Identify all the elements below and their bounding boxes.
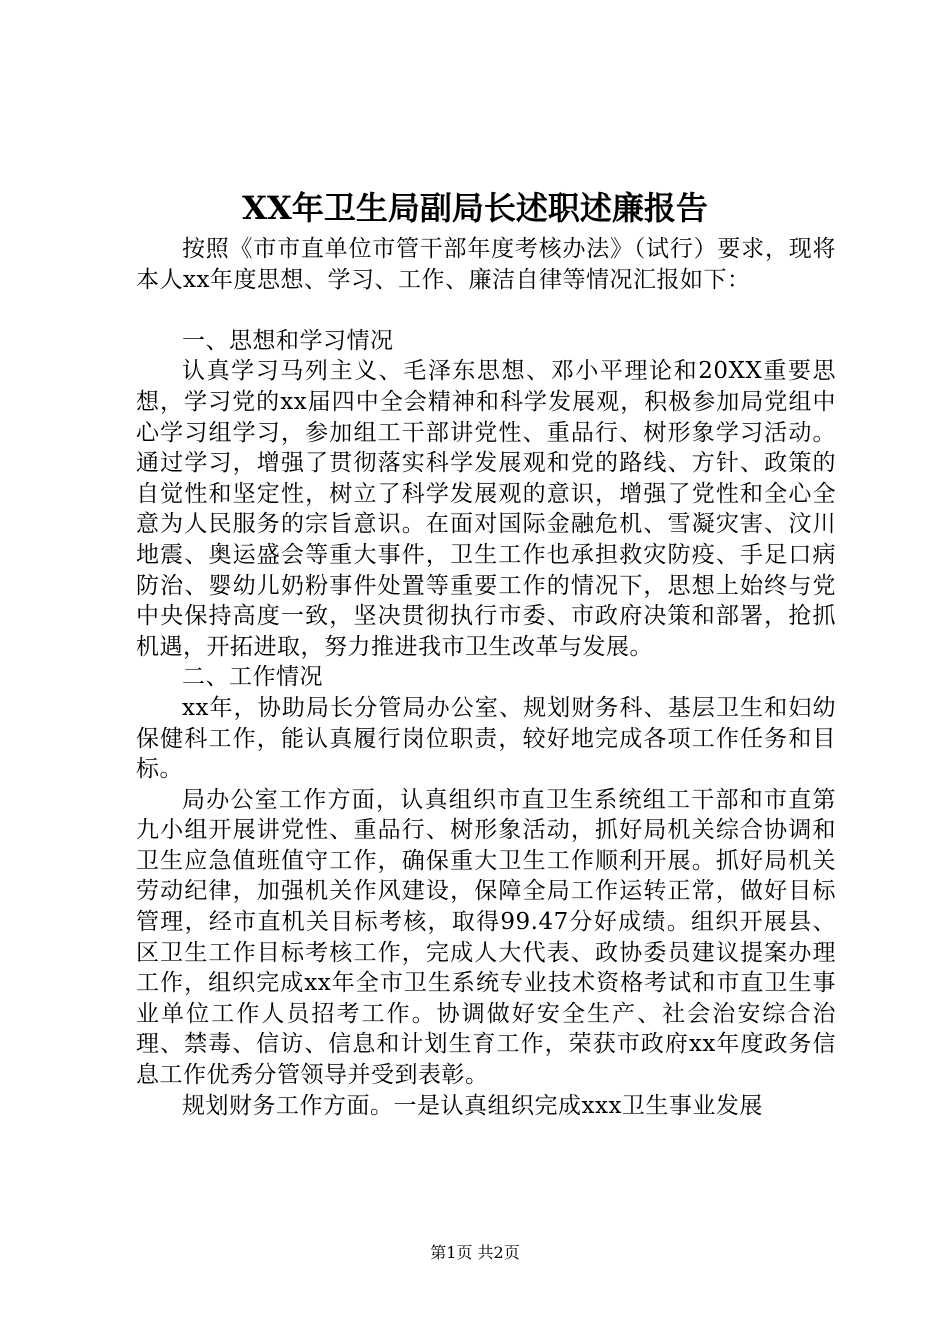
paragraph-planning-finance: 规划财务工作方面。一是认真组织完成xxx卫生事业发展	[182, 1092, 763, 1119]
section-heading-work: 二、工作情况	[182, 664, 323, 691]
paragraph-office-work: 局办公室工作方面，认真组织市直卫生系统组工干部和市直第九小组开展讲党性、重品行、树形象活动，抓好局机关综合协调和卫生应急值班值守工作，确保重大卫生工作顺利开展。抓好局机关劳动纪律，加强机关作风建设，保障全局工作运转正常，做好目标管理，经市直机关目标考核，取得99.47分好成绩。组织开展县、区卫生工作目标考核工作，完成人大代表、政协委员建议提案办理工作，组织完成xx年全市卫生系统专业技术资格考试和市直卫生事业单位工作人员招考工作。协调做好安全生产、社会治安综合治理、禁毒、信访、信息和计划生育工作，荣获市政府xx年度政务信息工作优秀分管领导并受到表彰。	[136, 786, 836, 1089]
intro-paragraph: 按照《市市直单位市管干部年度考核办法》（试行）要求，现将本人xx年度思想、学习、工作、廉洁自律等情况汇报如下：	[136, 236, 836, 293]
page-indicator: 第1页 共2页	[430, 1243, 520, 1262]
section-heading-thought-study: 一、思想和学习情况	[182, 327, 394, 354]
paragraph-work-overview: xx年，协助局长分管局办公室、规划财务科、基层卫生和妇幼保健科工作，能认真履行岗位职责，较好地完成各项工作任务和目标。	[136, 694, 836, 783]
paragraph-spacer	[136, 295, 836, 326]
document-title: XX年卫生局副局长述职述廉报告	[242, 189, 708, 227]
document-body	[136, 234, 836, 1121]
paragraph-thought-study: 认真学习马列主义、毛泽东思想、邓小平理论和20XX重要思想，学习党的xx届四中全会精神和科学发展观，积极参加局党组中心学习组学习，参加组工干部讲党性、重品行、树形象学习活动。通过学习，增强了贯彻落实科学发展观和党的路线、方针、政策的自觉性和坚定性，树立了科学发展观的意识，增强了党性和全心全意为人民服务的宗旨意识。在面对国际金融危机、雪凝灾害、汶川地震、奥运盛会等重大事件，卫生工作也承担救灾防疫、手足口病防治、婴幼儿奶粉事件处置等重要工作的情况下，思想上始终与党中央保持高度一致，坚决贯彻执行市委、市政府决策和部署，抢抓机遇，开拓进取，努力推进我市卫生改革与发展。	[136, 358, 836, 660]
